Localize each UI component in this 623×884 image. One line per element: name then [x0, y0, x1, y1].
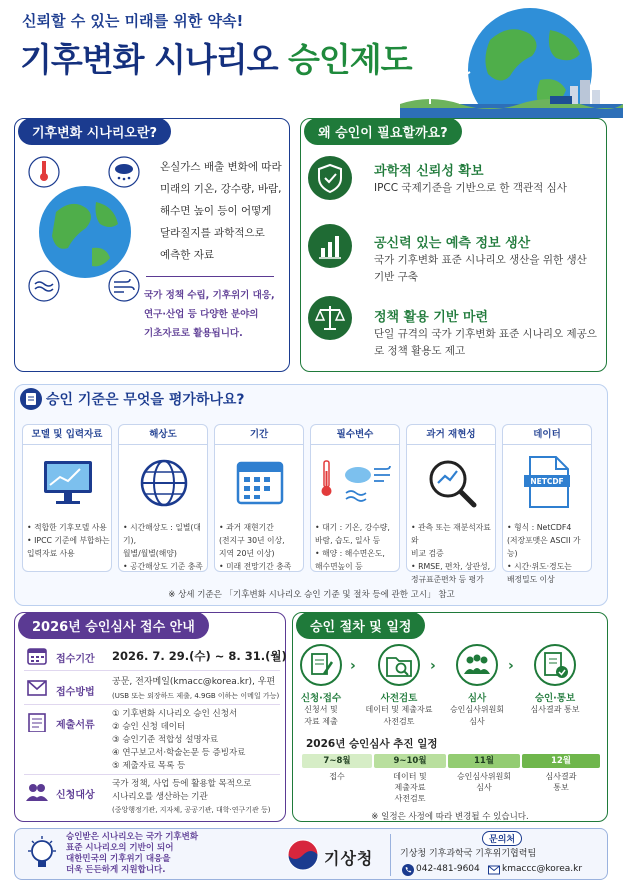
criteria-card-model: [22, 424, 112, 572]
bar-chart-icon: [308, 224, 352, 268]
criteria-line: 배정밀도 이상: [507, 575, 555, 584]
calendar-icon: [26, 646, 48, 666]
process-step-1-heading: 신청·접수: [300, 693, 342, 704]
schedule-desc-line: 제출자료: [394, 783, 426, 792]
schedule-desc-3: [448, 771, 520, 793]
schedule-month-4: 12월: [522, 754, 600, 768]
criteria-card-period: [214, 424, 304, 572]
criteria-line: 정규표준편차 등 평가: [411, 575, 484, 584]
agency-name: 기상청: [324, 849, 374, 868]
criteria-line: • 대기 : 기온, 강수량,: [315, 523, 390, 532]
intake-doc-item: ① 기후변화 시나리오 승인 신청서: [112, 709, 238, 719]
schedule-desc-line: 승인심사위원회: [456, 772, 512, 781]
checklist-icon: [534, 644, 576, 686]
step-desc-line: 승인심사위원회: [449, 705, 505, 714]
process-step-4-heading: 승인·통보: [534, 693, 576, 704]
netcdf-file-icon: [522, 453, 574, 513]
schedule-desc-line: 심사: [476, 783, 492, 792]
schedule-title: 2026년 승인심사 추진 일정: [306, 738, 438, 750]
process-step-3-heading: 심사: [467, 693, 487, 704]
what-is-scenario-title: 기후변화 시나리오란?: [18, 118, 171, 145]
what-usage-line-2: 연구·산업 등 다양한 분야의: [144, 309, 259, 320]
criteria-card-heading: 해상도: [119, 425, 207, 445]
intake-method-value: 공문, 전자메일(kmacc@korea.kr), 우편: [112, 677, 276, 687]
what-desc-line-4: 달라질지를 과학적으로: [160, 227, 265, 239]
divider: [24, 704, 280, 705]
intake-method-label: 접수방법: [56, 687, 95, 698]
divider: [390, 834, 391, 876]
what-usage-line-3: 기초자료로 활용됩니다.: [144, 328, 243, 339]
process-step-4-desc: [515, 704, 595, 716]
criteria-line: • 해양 : 해수면온도,: [315, 549, 385, 558]
intake-target-label: 신청대상: [56, 790, 95, 801]
step-desc-line: 자료 제출: [304, 717, 338, 726]
why-item-3-heading: 정책 활용 기반 마련: [374, 310, 489, 325]
why-item-2-heading: 공신력 있는 예측 정보 생산: [374, 236, 531, 251]
criteria-card-heading: 모델 및 입력자료: [23, 425, 111, 445]
intake-method-sub: (USB 또는 외장하드 제출, 4.9GB 이하는 이메일 가능): [112, 692, 280, 700]
step-desc-line: 심사: [469, 717, 485, 726]
earth-climate-icons: [26, 152, 144, 304]
folder-search-icon: [378, 644, 420, 686]
intake-docs-list: [112, 708, 245, 773]
criteria-line: • 공간해상도 기준 충족: [123, 562, 203, 571]
schedule-desc-line: 접수: [329, 772, 345, 781]
step-desc-line: 데이터 및 제출자료: [365, 705, 433, 714]
form-pen-icon: [300, 644, 342, 686]
intake-target-sub: (중앙행정기관, 지자체, 공공기관, 대학·연구기관 등): [112, 806, 271, 814]
what-usage-line-1: 국가 정책 수립, 기후위기 대응,: [144, 290, 275, 301]
intake-doc-item: ③ 승인기준 적합성 설명자료: [112, 735, 219, 745]
why-approval-title: 왜 승인이 필요할까요?: [304, 118, 462, 145]
why-item-3-desc: 단일 규격의 국가 기후변화 표준 시나리오 제공으로 정책 활용도 제고: [374, 328, 597, 357]
kma-logo: [286, 838, 320, 872]
schedule-desc-line: 데이터 및: [393, 772, 427, 781]
criteria-line: (저장포맷은 ASCII 가능): [507, 536, 581, 558]
step-desc-line: 사전검토: [383, 717, 415, 726]
why-item-1-desc: IPCC 국제기준을 기반으로 한 객관적 심사: [374, 182, 567, 194]
why-item-1-heading: 과학적 신뢰성 확보: [374, 164, 484, 179]
criteria-line: • 과거 재현기간: [219, 523, 274, 532]
footer-message-line: 더욱 든든하게 지원합니다.: [66, 865, 166, 875]
criteria-line: • 관측 또는 재분석자료와: [411, 523, 491, 545]
schedule-desc-2: [374, 771, 446, 804]
criteria-card-body: [123, 521, 207, 573]
criteria-card-heading: 필수변수: [311, 425, 399, 445]
criteria-line: • 적합한 기후모델 사용: [27, 523, 107, 532]
earth-windturbine-illustration: [400, 0, 623, 118]
criteria-card-heading: 과거 재현성: [407, 425, 495, 445]
clipboard-icon: [20, 388, 42, 410]
criteria-card-body: [219, 521, 303, 573]
footer-message-line: 대한민국의 기후위기 대응을: [66, 854, 171, 864]
chevron-right-icon: ›: [350, 658, 356, 674]
divider: [24, 774, 280, 775]
what-desc-line-2: 미래의 기온, 강수량, 바람,: [160, 183, 282, 195]
divider: [146, 276, 274, 277]
phone-icon: [402, 864, 414, 876]
footer-message: [66, 832, 198, 876]
schedule-desc-line: 사전검토: [394, 794, 426, 803]
document-icon: [26, 712, 48, 732]
page-title: [20, 34, 412, 81]
schedule-note: ※ 일정은 사정에 따라 변경될 수 있습니다.: [371, 812, 529, 822]
step-desc-line: 신청서 및: [304, 705, 338, 714]
what-desc-line-5: 예측한 자료: [160, 249, 215, 261]
contact-email[interactable]: kmaccc@korea.kr: [502, 864, 583, 874]
intake-doc-item: ⑤ 제출자료 목록 등: [112, 761, 186, 771]
criteria-card-variables: [310, 424, 400, 572]
criteria-card-resolution: [118, 424, 208, 572]
why-item-2-desc: 국가 기후변화 표준 시나리오 생산을 위한 생산 기반 구축: [374, 254, 587, 283]
intake-target-line: 국가 정책, 사업 등에 활용할 목적으로: [112, 779, 252, 789]
criteria-note: ※ 상세 기준은 「기후변화 시나리오 승인 기준 및 절차 등에 관한 고시」 참고: [168, 590, 455, 600]
schedule-desc-line: 통보: [553, 783, 569, 792]
criteria-card-body: [507, 521, 591, 586]
footer-message-line: 표준 시나리오의 기반이 되어: [66, 843, 174, 853]
criteria-line: 비교 검증: [411, 549, 444, 558]
globe-grid-icon: [136, 455, 192, 511]
criteria-card-body: [411, 521, 495, 586]
criteria-line: 입력자료 사용: [27, 549, 75, 558]
lightbulb-icon: [24, 834, 60, 874]
chevron-right-icon: ›: [508, 658, 514, 674]
rain-cloud-icon: [109, 157, 139, 187]
page-title-accent: 승인제도: [288, 40, 412, 79]
page-title-main: 기후변화 시나리오: [20, 40, 289, 79]
what-desc-line-3: 해수면 높이 등이 어떻게: [160, 205, 272, 217]
intake-doc-item: ② 승인 신청 데이터: [112, 722, 186, 732]
criteria-title: 승인 기준은 무엇을 평가하나요?: [46, 392, 245, 408]
criteria-card-heading: 데이터: [503, 425, 591, 445]
criteria-line: • IPCC 기준에 부합하는: [27, 536, 110, 545]
schedule-month-2: 9~10월: [374, 754, 446, 768]
schedule-desc-line: 심사결과: [545, 772, 577, 781]
weather-variables-icon: [316, 457, 396, 507]
process-title: 승인 절차 및 일정: [296, 612, 425, 639]
magnifier-trend-icon: [424, 455, 480, 511]
intake-target-value: [112, 778, 271, 817]
intake-period-label: 접수기간: [56, 654, 95, 665]
intake-target-line: 시나리오를 생산하는 기관: [112, 792, 208, 802]
criteria-line: 월별/월별(해양): [123, 549, 177, 558]
criteria-line: 해수면높이 등: [315, 562, 363, 571]
netcdf-label: NETCDF: [530, 477, 564, 486]
users-icon: [26, 782, 48, 802]
intake-title: 2026년 승인심사 접수 안내: [18, 612, 209, 639]
what-usage-text: [144, 286, 276, 343]
criteria-card-heading: 기간: [215, 425, 303, 445]
criteria-line: • 형식 : NetCDF4: [507, 523, 572, 532]
mail-icon: [488, 864, 500, 876]
envelope-icon: [26, 678, 48, 698]
divider: [24, 670, 280, 671]
calendar-icon: [232, 455, 288, 511]
criteria-line: 바람, 습도, 일사 등: [315, 536, 381, 545]
schedule-desc-4: [522, 771, 600, 793]
criteria-card-reproducibility: [406, 424, 496, 584]
criteria-card-data: [502, 424, 592, 584]
schedule-month-3: 11월: [448, 754, 520, 768]
criteria-line: • 시간해상도 : 일별(대기),: [123, 523, 201, 545]
criteria-line: • RMSE, 편차, 상관성,: [411, 562, 491, 571]
contact-phone[interactable]: 042-481-9604: [416, 864, 480, 874]
wave-icon: [29, 271, 59, 301]
intake-docs-label: 제출서류: [56, 720, 95, 731]
criteria-card-body: [315, 521, 399, 573]
intake-doc-item: ④ 연구보고서·학술논문 등 증빙자료: [112, 748, 246, 758]
contact-heading: 문의처: [482, 831, 522, 846]
shield-check-icon: [308, 156, 352, 200]
step-desc-line: 심사결과 통보: [530, 705, 580, 714]
wind-icon: [109, 271, 139, 301]
chevron-right-icon: ›: [430, 658, 436, 674]
process-step-1-desc: [281, 704, 361, 728]
criteria-card-body: [27, 521, 111, 560]
criteria-line: 지역 20년 이상): [219, 549, 275, 558]
criteria-line: • 미래 전망기간 충족: [219, 562, 292, 571]
process-step-3-desc: [437, 704, 517, 728]
scales-icon: [308, 296, 352, 340]
what-desc-line-1: 온실가스 배출 변화에 따라: [160, 161, 282, 173]
criteria-line: • 시간·위도·경도는: [507, 562, 572, 571]
schedule-month-1: 7~8월: [302, 754, 372, 768]
committee-icon: [456, 644, 498, 686]
header-subtitle: 신뢰할 수 있는 미래를 위한 약속!: [22, 12, 244, 30]
criteria-line: (전지구 30년 이상,: [219, 536, 285, 545]
process-step-2-desc: [353, 704, 445, 728]
contact-organization: 기상청 기후과학국 기후위기협력팀: [400, 849, 537, 859]
monitor-chart-icon: [40, 455, 96, 511]
schedule-desc-1: [302, 771, 372, 782]
process-step-2-heading: 사전검토: [380, 693, 418, 704]
intake-period-value: 2026. 7. 29.(수) ~ 8. 31.(월): [112, 649, 287, 663]
thermometer-icon: [29, 157, 59, 187]
footer-message-line: 승인받은 시나리오는 국가 기후변화: [66, 832, 199, 842]
